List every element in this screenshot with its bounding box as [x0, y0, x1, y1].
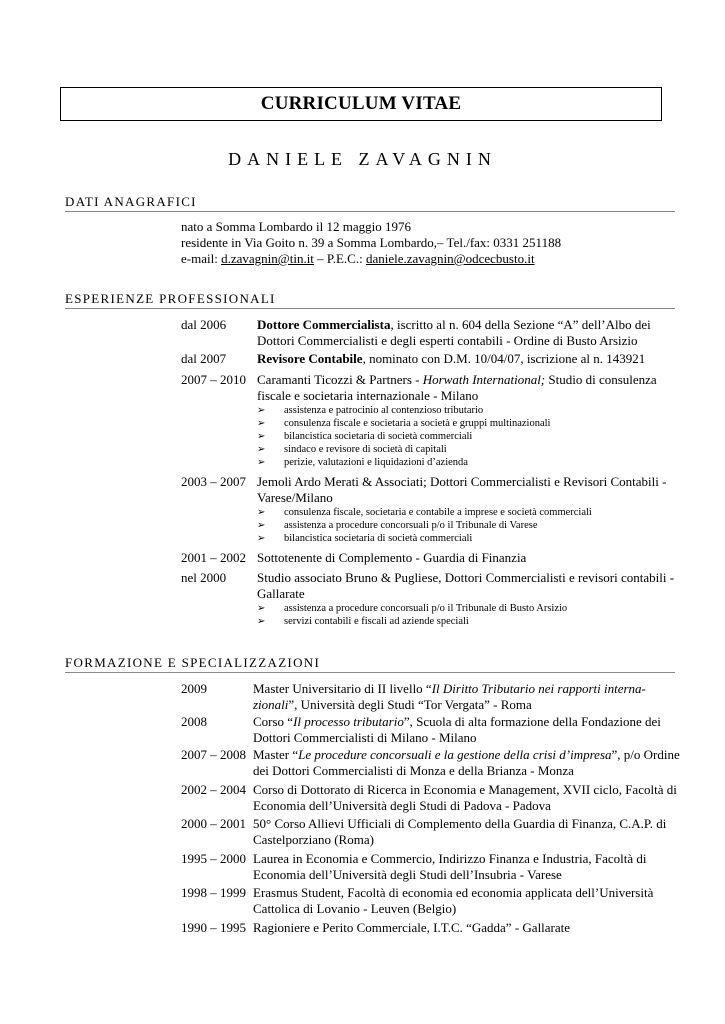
- entry-date: 2003 – 2007: [181, 474, 246, 489]
- arrow-bullet-icon: ➢: [257, 533, 266, 544]
- experience-entry: [181, 317, 681, 349]
- entry-bold: Revisore Contabile: [257, 351, 363, 366]
- list-item: [257, 417, 681, 430]
- arrow-bullet-icon: ➢: [257, 507, 266, 518]
- list-item: [257, 519, 681, 532]
- birth-line: nato a Somma Lombardo il 12 maggio 1976: [181, 219, 411, 234]
- document-title: CURRICULUM VITAE: [260, 93, 462, 114]
- list-item: [257, 443, 681, 456]
- arrow-bullet-icon: ➢: [257, 405, 266, 416]
- education-entry: [181, 782, 681, 814]
- entry-text: Ragioniere e Perito Commerciale, I.T.C. “Gadda” - Gallarate: [253, 920, 571, 935]
- entry-italic: Horwath International;: [422, 372, 546, 387]
- arrow-bullet-icon: ➢: [257, 418, 266, 429]
- entry-date: 2007 – 2008: [181, 747, 246, 762]
- entry-rest: ”, Scuola di alta formazione della Fondazione dei Dottori Commercialisti di Milano - Milano: [253, 714, 661, 745]
- entry-date: 2008: [181, 714, 207, 729]
- education-entry: [181, 920, 681, 936]
- education-entry: [181, 681, 681, 713]
- entry-text: Laurea in Economia e Commercio, Indirizzo Finanza e Industria, Facoltà di Economia dell’Università degli Studi dell’Insubria - Varese: [253, 851, 647, 882]
- entry-rest: Studio di consulenza fiscale e societaria internazionale - Milano: [257, 372, 657, 403]
- list-item: [257, 456, 681, 469]
- entry-main: Jemoli Ardo Merati & Associati; Dottori Commercialisti e Revisori Contabili - Varese/Milano: [257, 474, 667, 505]
- bullet-text: perizie, valutazioni e liquidazioni d’azienda: [284, 457, 468, 468]
- list-item: [257, 532, 681, 545]
- entry-pre: Master Universitario di II livello “: [253, 681, 432, 696]
- arrow-bullet-icon: ➢: [257, 616, 266, 627]
- bullet-text: assistenza e patrocinio al contenzioso tributario: [284, 405, 484, 416]
- bullet-text: bilancistica societaria di società commerciali: [284, 533, 473, 544]
- bullet-text: consulenza fiscale e societaria a società e gruppi multinazionali: [284, 418, 551, 429]
- bullet-list: [257, 404, 681, 469]
- section-heading-esperienze: ESPERIENZE PROFESSIONALI: [65, 291, 675, 309]
- bullet-text: bilancistica societaria di società commerciali: [284, 431, 473, 442]
- pec-link[interactable]: daniele.zavagnin@odcecbusto.it: [365, 251, 535, 266]
- experience-entry: [181, 474, 681, 545]
- entry-rest: , iscritto al n. 604 della Sezione “A” dell’Albo dei Dottori Commercialisti e degli esperti contabili - Ordine di Busto Arsizio: [257, 317, 651, 348]
- entry-text: [257, 570, 681, 628]
- entry-text: Corso di Dottorato di Ricerca in Economia e Management, XVII ciclo, Facoltà di Economia dell’Università degli Studi di Padova - Padova: [253, 782, 677, 813]
- entry-text: [253, 747, 681, 779]
- personal-data-block: [181, 219, 681, 267]
- person-name: DANIELE ZAVAGNIN: [228, 149, 497, 169]
- entry-text: [253, 714, 681, 746]
- entry-text: [257, 372, 681, 469]
- arrow-bullet-icon: ➢: [257, 431, 266, 442]
- education-entry: [181, 885, 681, 917]
- list-item: [257, 602, 681, 615]
- education-entry: [181, 747, 681, 779]
- entry-date: 2002 – 2004: [181, 782, 246, 797]
- email-link[interactable]: d.zavagnin@tin.it: [221, 251, 314, 266]
- experience-entry: [181, 351, 681, 367]
- residence-line: residente in Via Goito n. 39 a Somma Lombardo,– Tel./fax: 0331 251188: [181, 235, 562, 250]
- entry-rest: , nominato con D.M. 10/04/07, iscrizione al n. 143921: [362, 351, 646, 366]
- experience-entry: [181, 372, 681, 469]
- section-heading-dati: DATI ANAGRAFICI: [65, 194, 675, 212]
- entry-date: 1998 – 1999: [181, 885, 246, 900]
- entry-pre: Master “: [253, 747, 299, 762]
- entry-italic: Le procedure concorsuali e la gestione della crisi d’impresa: [298, 747, 612, 762]
- entry-rest: ”, p/o Ordine dei Dottori Commercialisti di Monza e della Brianza - Monza: [253, 747, 680, 778]
- experience-entry: [181, 570, 681, 628]
- entry-main: Studio associato Bruno & Pugliese, Dottori Commercialisti e revisori contabili - Gallarate: [257, 570, 675, 601]
- entry-text: Erasmus Student, Facoltà di economia ed economia applicata dell’Università Cattolica di Lovanio - Leuven (Belgio): [253, 885, 654, 916]
- list-item: [257, 430, 681, 443]
- entry-text: [257, 474, 681, 545]
- entry-date: nel 2000: [181, 570, 227, 585]
- email-label: e-mail:: [181, 251, 222, 266]
- pec-label: – P.E.C.:: [313, 251, 366, 266]
- entry-bold: Dottore Commercialista: [257, 317, 391, 332]
- list-item: [257, 404, 681, 417]
- list-item: [257, 615, 681, 628]
- entry-text: Sottotenente di Complemento - Guardia di Finanzia: [257, 550, 527, 565]
- bullet-list: [257, 506, 681, 545]
- entry-italic: Il processo tributario: [293, 714, 404, 729]
- entry-date: dal 2007: [181, 351, 227, 366]
- title-box: [60, 87, 662, 121]
- bullet-text: consulenza fiscale, societaria e contabile a imprese e società commerciali: [284, 507, 592, 518]
- entry-date: 2007 – 2010: [181, 372, 246, 387]
- bullet-text: assistenza a procedure concorsuali p/o il Tribunale di Busto Arsizio: [284, 603, 568, 614]
- education-entry: [181, 714, 681, 746]
- bullet-text: servizi contabili e fiscali ad aziende speciali: [284, 616, 469, 627]
- contact-line: [181, 251, 681, 267]
- entry-rest: ”, Università degli Studi “Tor Vergata” - Roma: [288, 697, 532, 712]
- arrow-bullet-icon: ➢: [257, 520, 266, 531]
- entry-pre: Corso “: [253, 714, 294, 729]
- entry-text: [253, 681, 681, 713]
- entry-text: [257, 317, 681, 349]
- bullet-list: [257, 602, 681, 628]
- list-item: [257, 506, 681, 519]
- entry-text: 50° Corso Allievi Ufficiali di Complemento della Guardia di Finanza, C.A.P. di Castelporziano (Roma): [253, 816, 667, 847]
- entry-pre: Caramanti Ticozzi & Partners -: [257, 372, 423, 387]
- arrow-bullet-icon: ➢: [257, 457, 266, 468]
- arrow-bullet-icon: ➢: [257, 444, 266, 455]
- entry-date: 1995 – 2000: [181, 851, 246, 866]
- entry-italic: Il Diritto Tributario nei rapporti interna-zionali: [253, 681, 646, 712]
- education-entry: [181, 816, 681, 848]
- experience-entry: [181, 550, 681, 566]
- entry-date: 2000 – 2001: [181, 816, 246, 831]
- entry-text: [257, 351, 681, 367]
- section-heading-formazione: FORMAZIONE E SPECIALIZZAZIONI: [65, 655, 675, 673]
- entry-date: 2009: [181, 681, 207, 696]
- entry-date: 2001 – 2002: [181, 550, 246, 565]
- entry-date: dal 2006: [181, 317, 227, 332]
- entry-date: 1990 – 1995: [181, 920, 246, 935]
- education-entry: [181, 851, 681, 883]
- arrow-bullet-icon: ➢: [257, 603, 266, 614]
- bullet-text: sindaco e revisore di società di capitali: [284, 444, 447, 455]
- bullet-text: assistenza a procedure concorsuali p/o il Tribunale di Varese: [284, 520, 538, 531]
